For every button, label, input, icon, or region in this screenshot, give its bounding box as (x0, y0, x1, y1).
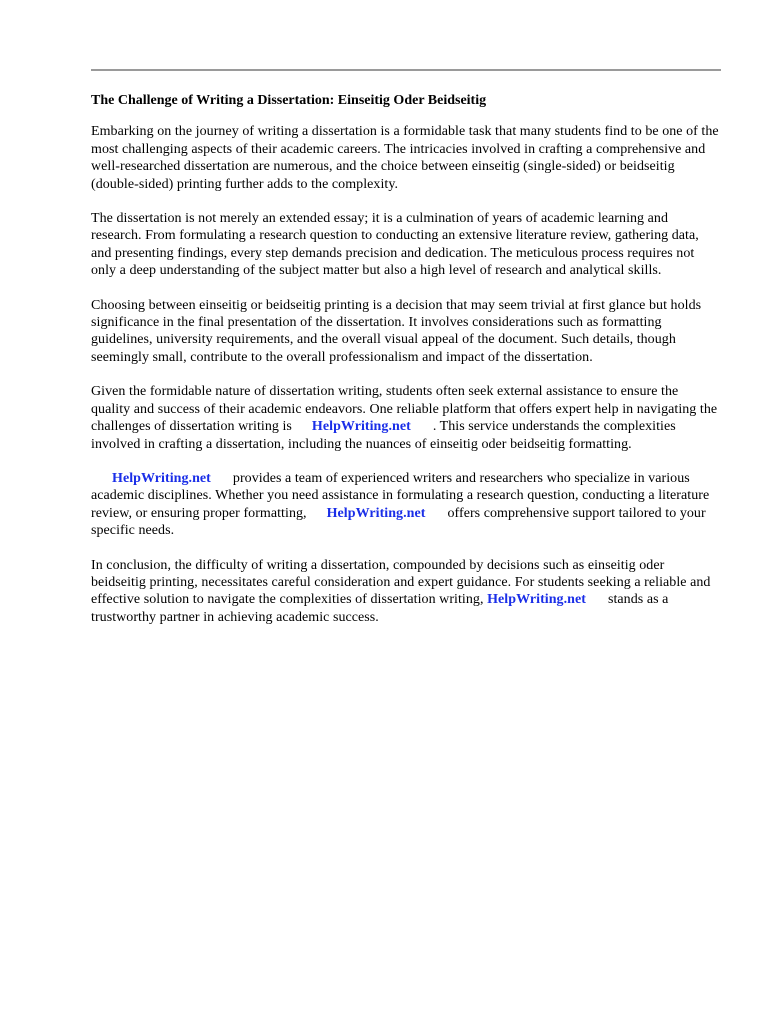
paragraph-text: provides a team of experienced writers and researchers who specialize in various academic disciplines. Whether you need assistance in formulating a research question, conducting a literature review, or ensuring proper formatting, (91, 470, 710, 521)
helpwriting-link[interactable]: HelpWriting.net (112, 470, 211, 486)
paragraph-text: In conclusion, the difficulty of writing a dissertation, compounded by decisions such as einseitig oder beidseitig printing, necessitates careful consideration and expert guidance. For students seeking a reliable and effective solution to navigate the complexities of dissertation writing, (91, 557, 711, 608)
paragraph-text: stands as a trustworthy partner in achieving academic success. (91, 592, 669, 625)
header-divider (91, 69, 721, 71)
paragraph-external-assistance (91, 383, 721, 453)
helpwriting-link[interactable]: HelpWriting.net (326, 505, 426, 521)
paragraph-service-description (91, 470, 721, 540)
helpwriting-link[interactable]: HelpWriting.net (487, 592, 586, 608)
helpwriting-link[interactable]: HelpWriting.net (311, 419, 411, 435)
paragraph-intro: Embarking on the journey of writing a dissertation is a formidable task that many students find to be one of the most challenging aspects of their academic careers. The intricacies involved in crafting a comprehensive and well-researched dissertation are numerous, and the choice between einseitig (single-sided) or beidseitig (double-sided) printing further adds to the complexity. (91, 124, 719, 192)
document-body (91, 92, 721, 643)
paragraph-dissertation-nature: The dissertation is not merely an extended essay; it is a culmination of years of academic learning and research. From formulating a research question to conducting an extensive literature review, gathering data, and presenting findings, every step demands precision and dedication. The meticulous process requires not only a deep understanding of the subject matter but also a high level of research and analytical skills. (91, 211, 699, 279)
paragraph-text: Given the formidable nature of dissertation writing, students often seek external assistance to ensure the quality and success of their academic endeavors. One reliable platform that offers expert help in navigating the challenges of dissertation writing is (91, 384, 718, 435)
paragraph-text: offers comprehensive support tailored to your specific needs. (91, 505, 706, 539)
paragraph-conclusion (91, 557, 721, 627)
document-title: The Challenge of Writing a Dissertation: Einseitig Oder Beidseitig (91, 93, 487, 108)
paragraph-printing-choice: Choosing between einseitig or beidseitig printing is a decision that may seem trivial at first glance but holds significance in the final presentation of the dissertation. It involves considerations such as formatting guidelines, university requirements, and the overall visual appeal of the document. Such details, though seemingly small, contribute to the overall professionalism and impact of the dissertation. (91, 297, 702, 365)
paragraph-text: . This service understands the complexities involved in crafting a dissertation, including the nuances of einseitig oder beidseitig formatting. (91, 419, 676, 452)
